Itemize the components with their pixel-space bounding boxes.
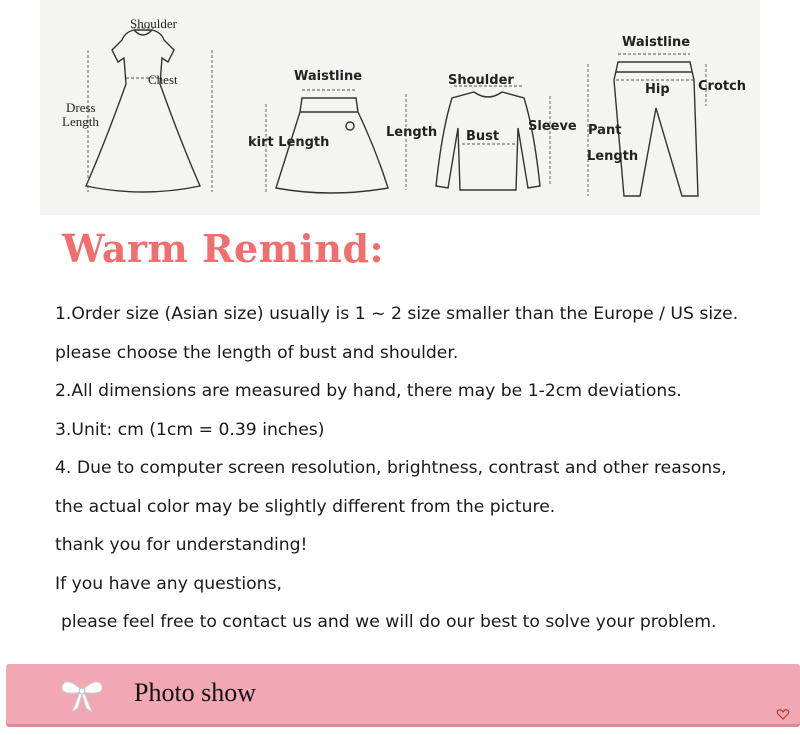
pants-waistline-label: Waistline: [622, 35, 691, 50]
pants-diagram: [587, 35, 746, 196]
dress-chest-label: Chest: [148, 72, 178, 87]
dress-length-label-1: Dress: [66, 100, 96, 115]
top-bust-label: Bust: [466, 129, 500, 144]
dress-outline: [86, 30, 200, 192]
size-chart-svg: [40, 0, 760, 215]
skirt-bow-icon: [346, 122, 354, 130]
top-length-label: Length: [386, 125, 438, 140]
skirt-length-label: kirt Length: [248, 135, 330, 150]
dress-length-label-2: Length: [62, 114, 99, 129]
skirt-waistline-label: Waistline: [294, 69, 363, 84]
pants-length-label-2: Length: [587, 149, 639, 164]
heart-icon: [776, 708, 790, 720]
skirt-diagram: [248, 69, 388, 193]
note-line: please choose the length of bust and shoulder.: [55, 342, 459, 363]
photo-show-label: Photo show: [134, 678, 257, 707]
pants-length-label-1: Pant: [588, 123, 622, 138]
note-line: 3.Unit: cm (1cm = 0.39 inches): [55, 419, 325, 440]
warm-remind-title: Warm Remind:: [62, 226, 385, 271]
dress-diagram: [62, 16, 212, 192]
note-line: 1.Order size (Asian size) usually is 1 ~ 2 size smaller than the Europe / US size.: [55, 304, 739, 324]
photo-show-banner: [6, 664, 800, 724]
remind-notes-list: [55, 300, 738, 647]
pants-hip-label: Hip: [645, 82, 670, 97]
note-line: thank you for understanding!: [55, 535, 308, 555]
note-line: 4. Due to computer screen resolution, brightness, contrast and other reasons,: [55, 458, 727, 478]
pants-crotch-label: Crotch: [698, 79, 747, 94]
note-line: please feel free to contact us and we will do our best to solve your problem.: [61, 612, 717, 632]
note-line: 2.All dimensions are measured by hand, there may be 1-2cm deviations.: [55, 381, 682, 401]
dress-shoulder-label: Shoulder: [130, 16, 177, 31]
top-sleeve-label: Sleeve: [528, 119, 577, 134]
top-shoulder-label: Shoulder: [448, 73, 514, 88]
top-diagram: [386, 73, 577, 190]
size-chart-diagram: [40, 0, 760, 215]
ribbon-bow-icon: [58, 672, 106, 716]
note-line: the actual color may be slightly different from the picture.: [55, 496, 556, 517]
note-line: If you have any questions,: [55, 573, 282, 594]
